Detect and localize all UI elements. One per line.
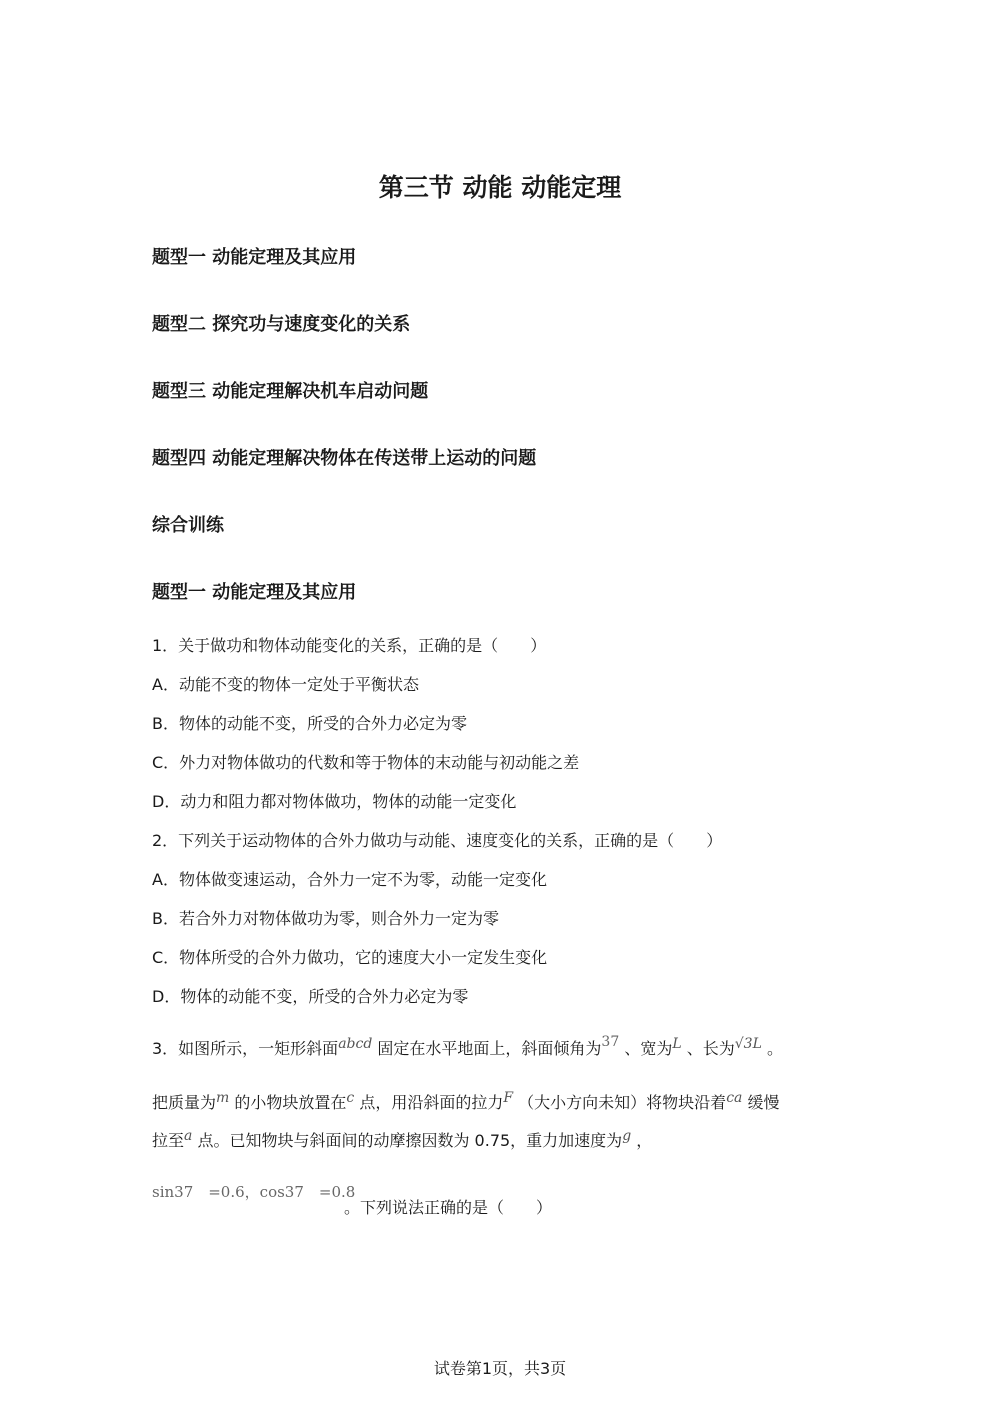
trig-values: sin37 =0.6，cos37 =0.8 (152, 1183, 356, 1201)
question-bracket-close: ） (536, 1198, 553, 1217)
question-1-option-b: B．物体的动能不变，所受的合外力必定为零 (152, 714, 467, 733)
q3-text: 。 (766, 1039, 783, 1058)
math-g: g (622, 1128, 632, 1144)
q3-text: 、宽为 (624, 1039, 673, 1058)
q3-text: 拉至 (152, 1131, 185, 1150)
section-heading: 题型三 动能定理解决机车启动问题 (152, 381, 429, 402)
question-2-option-a: A．物体做变速运动，合外力一定不为零，动能一定变化 (152, 870, 547, 889)
question-3-line-2 (152, 1090, 779, 1113)
question-stem-text: 1．关于做功和物体动能变化的关系，正确的是（ (152, 636, 499, 655)
q3-text: （大小方向未知）将物块沿着 (518, 1093, 727, 1112)
question-stem-text: 2．下列关于运动物体的合外力做功与动能、速度变化的关系，正确的是（ (152, 831, 675, 850)
q3-text: ， (636, 1131, 653, 1150)
math-ca: ca (726, 1090, 743, 1106)
question-1-stem (152, 633, 546, 656)
math-abcd: abcd (338, 1036, 373, 1052)
question-1-option-a: A．动能不变的物体一定处于平衡状态 (152, 675, 419, 694)
question-2-option-b: B．若合外力对物体做功为零，则合外力一定为零 (152, 909, 499, 928)
question-2-option-d: D．物体的动能不变，所受的合外力必定为零 (152, 987, 469, 1006)
q3-text: 点，用沿斜面的拉力 (359, 1093, 504, 1112)
math-L: L (672, 1036, 682, 1052)
page-footer: 试卷第1页，共3页 (433, 1359, 567, 1378)
math-sqrt3L: √3L (734, 1036, 762, 1052)
section-heading: 题型一 动能定理及其应用 (152, 247, 357, 268)
question-2-stem (152, 828, 722, 851)
math-m: m (216, 1090, 230, 1106)
section-heading: 综合训练 (152, 515, 224, 536)
question-bracket-close: ） (530, 636, 547, 655)
math-angle: 37 (601, 1034, 620, 1050)
page-title: 第三节 动能 动能定理 (378, 173, 622, 202)
q3-text: 缓慢 (747, 1093, 780, 1112)
section-heading: 题型一 动能定理及其应用 (152, 582, 357, 603)
q3-text: 的小物块放置在 (234, 1093, 347, 1112)
question-1-option-c: C．外力对物体做功的代数和等于物体的末动能与初动能之差 (152, 753, 580, 772)
question-1-option-d: D．动力和阻力都对物体做功，物体的动能一定变化 (152, 792, 517, 811)
section-heading: 题型四 动能定理解决物体在传送带上运动的问题 (152, 448, 537, 469)
q3-text: 、长为 (686, 1039, 735, 1058)
question-bracket-close: ） (706, 831, 723, 850)
question-3-line-4 (344, 1195, 552, 1218)
q3-text: 固定在水平地面上，斜面倾角为 (377, 1039, 602, 1058)
math-a: a (184, 1128, 193, 1144)
math-c: c (346, 1090, 355, 1106)
question-3-line-1 (152, 1036, 783, 1059)
section-heading: 题型二 探究功与速度变化的关系 (152, 314, 411, 335)
q3-text: 3．如图所示，一矩形斜面 (152, 1039, 339, 1058)
question-3-line-3 (152, 1128, 652, 1151)
q3-text: 把质量为 (152, 1093, 217, 1112)
math-F: F (503, 1090, 514, 1106)
question-2-option-c: C．物体所受的合外力做功，它的速度大小一定发生变化 (152, 948, 548, 967)
q3-text: 点。已知物块与斜面间的动摩擦因数为 0.75，重力加速度为 (197, 1131, 623, 1150)
q3-text: 。下列说法正确的是（ (344, 1198, 505, 1217)
